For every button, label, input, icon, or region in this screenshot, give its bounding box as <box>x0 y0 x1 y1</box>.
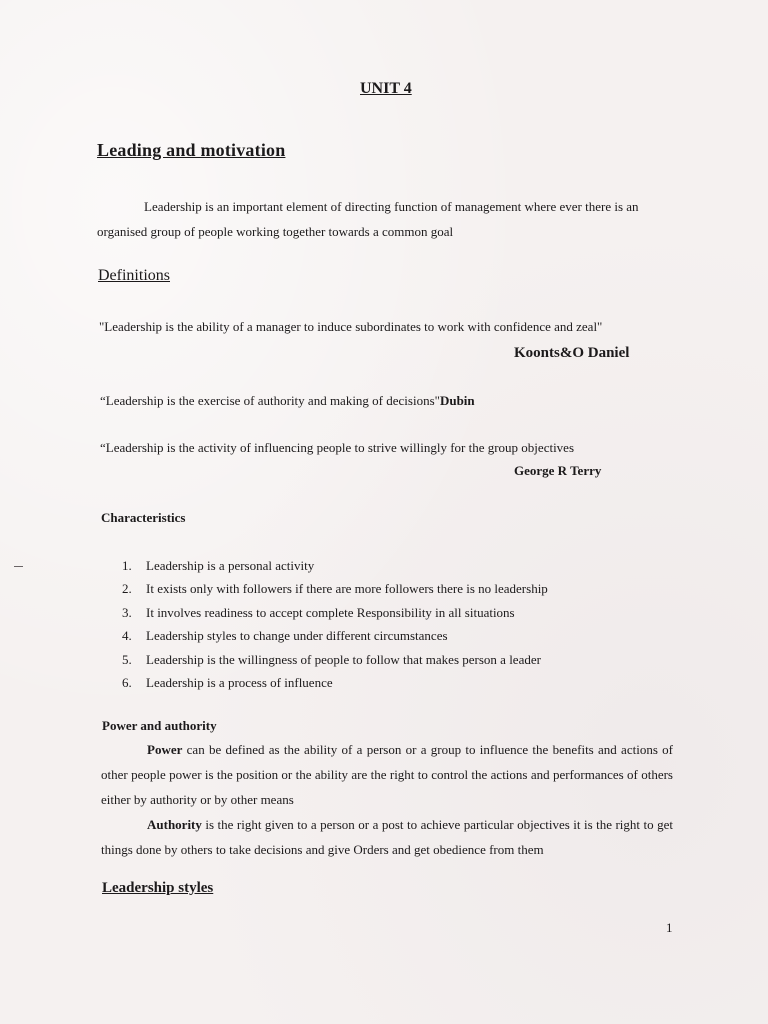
intro-paragraph <box>97 194 677 244</box>
list-number: 6. <box>122 674 132 690</box>
characteristics-list <box>122 554 548 694</box>
characteristics-heading: Characteristics <box>101 510 186 525</box>
definition-author: Koonts&O Daniel <box>514 345 630 361</box>
definition-author: George R Terry <box>514 463 602 478</box>
definition-quote: “Leadership is the activity of influencing people to strive willingly for the group objectives <box>100 440 575 455</box>
definitions-heading: Definitions <box>98 267 170 284</box>
list-item <box>122 554 548 577</box>
list-item-text: It exists only with followers if there are more followers there is no leadership <box>146 581 548 597</box>
power-term: Power <box>147 742 183 757</box>
power-authority-heading: Power and authority <box>102 718 217 733</box>
authority-paragraph <box>101 812 673 862</box>
unit-title: UNIT 4 <box>360 80 412 97</box>
list-number: 3. <box>122 604 132 620</box>
list-item <box>122 671 548 694</box>
list-item-text: Leadership is a process of influence <box>146 674 333 690</box>
list-item-text: Leadership is a personal activity <box>146 558 315 573</box>
definition-quote: "Leadership is the ability of a manager to induce subordinates to work with confidence and zeal" <box>99 319 603 334</box>
authority-text: is the right given to a person or a post to achieve particular objectives it is the right to get things done by others to take decisions and give Orders and get obedience from them <box>101 817 673 857</box>
list-number: 4. <box>122 628 132 644</box>
margin-mark <box>14 566 23 567</box>
power-text: can be defined as the ability of a person or a group to influence the benefits and actions of other people power is the position or the ability are the right to control the actions and performances of others either by authority or by other means <box>101 742 673 807</box>
list-number: 5. <box>122 651 132 667</box>
definition-author: Dubin <box>439 393 475 408</box>
main-heading: Leading and motivation <box>97 140 286 160</box>
list-item <box>122 624 548 647</box>
list-item-text: It involves readiness to accept complete Responsibility in all situations <box>146 604 515 620</box>
definition-quote <box>100 393 475 409</box>
list-number: 2. <box>122 581 132 597</box>
definition-quote-text: “Leadership is the exercise of authority and making of decisions" <box>100 393 440 408</box>
list-number: 1. <box>122 558 132 573</box>
authority-term: Authority <box>147 817 202 832</box>
list-item <box>122 577 548 600</box>
intro-text: Leadership is an important element of directing function of management where ever there is an organised group of people working together towards a common goal <box>97 199 639 239</box>
page-number: 1 <box>666 920 673 935</box>
list-item <box>122 601 548 624</box>
list-item <box>122 648 548 671</box>
power-paragraph <box>101 737 673 812</box>
power-authority-body <box>101 737 673 862</box>
leadership-styles-heading: Leadership styles <box>102 880 214 896</box>
list-item-text: Leadership is the willingness of people to follow that makes person a leader <box>146 651 541 667</box>
list-item-text: Leadership styles to change under different circumstances <box>146 628 448 644</box>
